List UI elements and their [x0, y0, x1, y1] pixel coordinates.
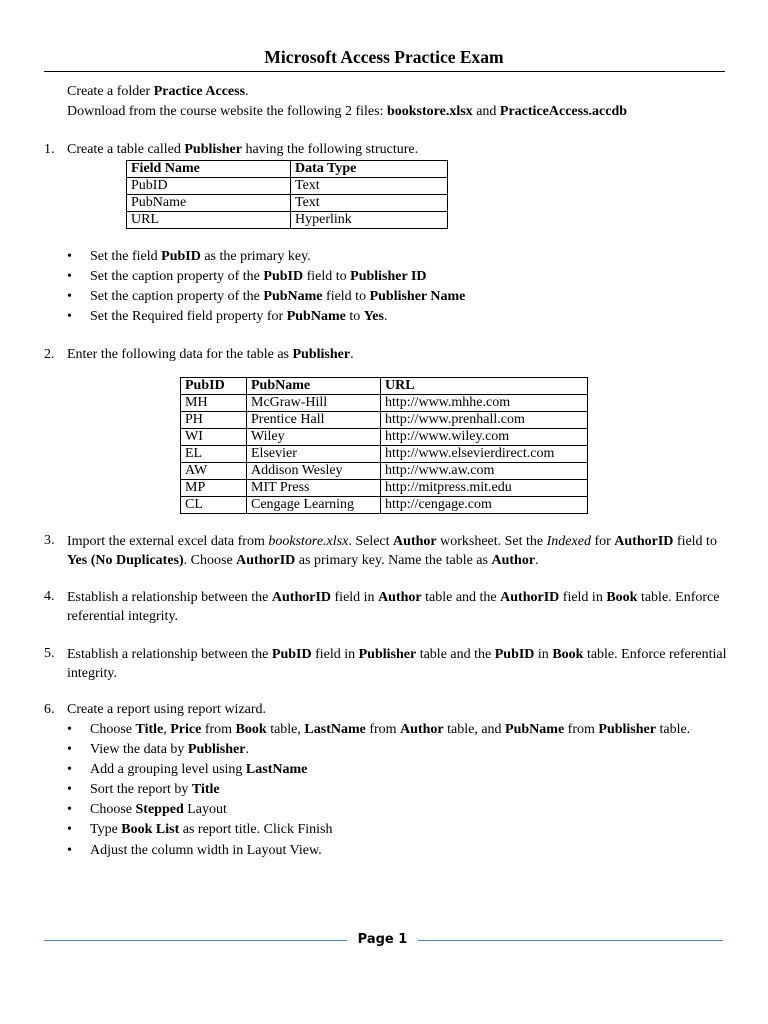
table-row: [181, 395, 588, 412]
page-number: Page 1: [357, 932, 408, 947]
footer-rule-left: [44, 940, 347, 941]
step-1-bullet: Set the field PubID as the primary key.: [90, 249, 311, 264]
step-6-bullet: Choose Title, Price from Book table, LastName from Author table, and PubName from Publisher table.: [90, 722, 691, 737]
step-6-bullet: Add a grouping level using LastName: [90, 762, 308, 777]
structure-table: [126, 160, 448, 229]
table-cell: Wiley: [247, 429, 381, 446]
step-6-number: 6.: [44, 702, 55, 717]
step-2-text: Enter the following data for the table as Publisher.: [67, 347, 354, 362]
table-cell: Elsevier: [247, 446, 381, 463]
table-cell: WI: [181, 429, 247, 446]
step-6-bullet: Type Book List as report title. Click Finish: [90, 822, 333, 837]
step-3-number: 3.: [44, 533, 55, 548]
table-cell: McGraw-Hill: [247, 395, 381, 412]
table-row: [127, 178, 448, 195]
bullet-icon: •: [67, 782, 72, 797]
page-title: Microsoft Access Practice Exam: [264, 47, 504, 67]
table-cell: Cengage Learning: [247, 497, 381, 514]
bullet-icon: •: [67, 722, 72, 737]
step-1-bullet: Set the Required field property for PubName to Yes.: [90, 309, 388, 324]
bullet-icon: •: [67, 802, 72, 817]
table-row: [181, 429, 588, 446]
step-5-text: Establish a relationship between the PubID field in Publisher table and the PubID in Book table. Enforce referential integrity.: [67, 647, 727, 681]
bullet-icon: •: [67, 843, 72, 858]
step-2-number: 2.: [44, 347, 55, 362]
table-cell: EL: [181, 446, 247, 463]
bullet-icon: •: [67, 742, 72, 757]
table-cell: Text: [291, 195, 448, 212]
table-cell: PH: [181, 412, 247, 429]
table-row: [181, 480, 588, 497]
step-4-text: Establish a relationship between the AuthorID field in Author table and the AuthorID field in Book table. Enforce referential integrity.: [67, 590, 720, 624]
step-6-bullet: Adjust the column width in Layout View.: [90, 843, 322, 858]
table-cell: http://www.wiley.com: [381, 429, 588, 446]
table-row: [181, 497, 588, 514]
step-6-bullet: Sort the report by Title: [90, 782, 220, 797]
table-cell: MH: [181, 395, 247, 412]
table-cell: http://cengage.com: [381, 497, 588, 514]
step-6-bullet: Choose Stepped Layout: [90, 802, 227, 817]
bullet-icon: •: [67, 289, 72, 304]
step-5-number: 5.: [44, 646, 55, 661]
step-6-bullet: View the data by Publisher.: [90, 742, 249, 757]
intro-line-1: Create a folder Practice Access.: [67, 84, 249, 99]
publisher-data-table: [180, 377, 588, 514]
data-header: URL: [381, 378, 588, 395]
bullet-icon: •: [67, 309, 72, 324]
table-cell: Addison Wesley: [247, 463, 381, 480]
step-1-number: 1.: [44, 142, 55, 157]
step-1-text: Create a table called Publisher having the following structure.: [67, 142, 419, 157]
table-cell: Text: [291, 178, 448, 195]
title-divider: [44, 71, 725, 72]
table-cell: PubName: [127, 195, 291, 212]
table-cell: http://www.elsevierdirect.com: [381, 446, 588, 463]
bullet-icon: •: [67, 822, 72, 837]
table-row: [127, 212, 448, 229]
step-1-bullet: Set the caption property of the PubName field to Publisher Name: [90, 289, 466, 304]
bullet-icon: •: [67, 249, 72, 264]
table-row: [181, 463, 588, 480]
table-row: [181, 446, 588, 463]
table-cell: PubID: [127, 178, 291, 195]
intro-line-2: Download from the course website the following 2 files: bookstore.xlsx and PracticeAccess.accdb: [67, 104, 628, 119]
table-row: [181, 412, 588, 429]
table-cell: URL: [127, 212, 291, 229]
step-4-number: 4.: [44, 589, 55, 604]
step-1-bullet: Set the caption property of the PubID field to Publisher ID: [90, 269, 427, 284]
table-cell: http://www.prenhall.com: [381, 412, 588, 429]
table-cell: Prentice Hall: [247, 412, 381, 429]
bullet-icon: •: [67, 269, 72, 284]
table-row: [127, 195, 448, 212]
bullet-icon: •: [67, 762, 72, 777]
table-cell: MIT Press: [247, 480, 381, 497]
data-header: PubName: [247, 378, 381, 395]
table-cell: http://www.mhhe.com: [381, 395, 588, 412]
table-cell: http://www.aw.com: [381, 463, 588, 480]
table-cell: MP: [181, 480, 247, 497]
step-6-text: Create a report using report wizard.: [67, 702, 267, 717]
step-3-text: Import the external excel data from bookstore.xlsx. Select Author worksheet. Set the Indexed for AuthorID field to Yes (No Duplicates). Choose AuthorID as primary key. Name the table as Author.: [67, 534, 717, 568]
structure-header: Data Type: [291, 161, 448, 178]
table-cell: CL: [181, 497, 247, 514]
data-header: PubID: [181, 378, 247, 395]
footer-rule-right: [418, 940, 723, 941]
structure-header: Field Name: [127, 161, 291, 178]
table-cell: AW: [181, 463, 247, 480]
table-cell: Hyperlink: [291, 212, 448, 229]
table-cell: http://mitpress.mit.edu: [381, 480, 588, 497]
